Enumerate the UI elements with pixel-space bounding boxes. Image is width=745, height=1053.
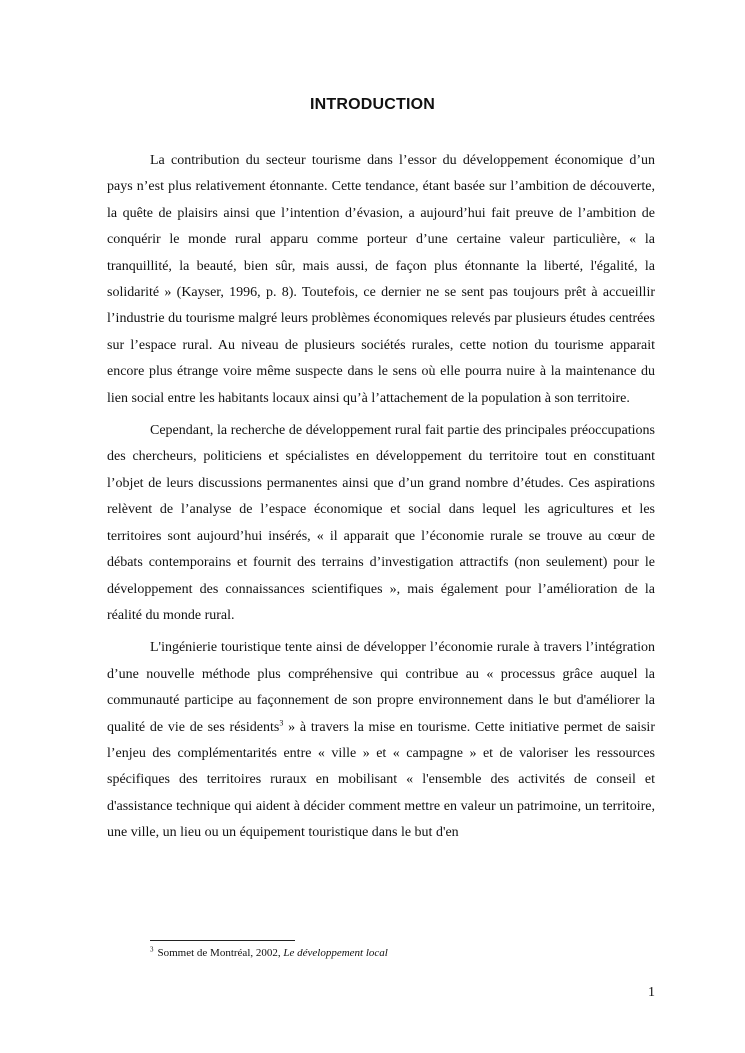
footnote-separator xyxy=(150,940,295,941)
footnote-number: 3 xyxy=(150,945,154,954)
paragraph-2: Cependant, la recherche de développement rural fait partie des principales préoccupations des chercheurs, politiciens et spécialistes en développement du territoire tout en constituant l’objet de leurs discussions permanentes ainsi que d’un grand nombre d’études. Ces aspirations relèvent de l’analyse de l’espace économique et social dans lequel les agricultures et les territoires sont aujourd’hui insérés, « il apparait que l’économie rurale se trouve au cœur de débats contemporains et fournit des terrains d’investigation attractifs (non seulement) pour le développement des connaissances scientifiques », mais également pour l’amélioration de la réalité du monde rural. xyxy=(107,423,655,623)
footnote xyxy=(150,947,388,959)
paragraph-3-text-after: » à travers la mise en tourisme. Cette initiative permet de saisir l’enjeu des complémentarités entre « ville » et « campagne » et de valoriser les ressources spécifiques des territoires ruraux en mobilisant « l'ensemble des activités de conseil et d'assistance technique qui aident à décider comment mettre en valeur un patrimoine, un territoire, une ville, un lieu ou un équipement touristique dans le but d'en xyxy=(107,719,655,841)
paragraph-3-text-before: L'ingénierie touristique tente ainsi de développer l’économie rurale à travers l’intégration d’une nouvelle méthode plus compréhensive qui contribue au « processus grâce auquel la communauté participe au façonnement de son propre environnement dans le but d'améliorer la qualité de vie de ses résidents xyxy=(107,640,655,735)
footnote-text: Sommet de Montréal, 2002, xyxy=(157,947,284,959)
body-text xyxy=(107,148,655,853)
page-title: INTRODUCTION xyxy=(309,96,436,113)
footnote-italic-title: Le développement local xyxy=(283,947,388,959)
footnote-reference: 3 xyxy=(279,717,284,727)
page-number: 1 xyxy=(648,985,655,1000)
paragraph-3 xyxy=(107,635,655,846)
paragraph-1: La contribution du secteur tourisme dans l’essor du développement économique d’un pays n’est plus relativement étonnante. Cette tendance, étant basée sur l’ambition de découverte, la quête de plaisirs ainsi que l’intention d’évasion, a aujourd’hui fait preuve de l’ambition de conquérir le monde rural apparu comme porteur d’une certaine valeur particulière, « la tranquillité, la beauté, bien sûr, mais aussi, de façon plus étonnante la liberté, l'égalité, la solidarité » (Kayser, 1996, p. 8). Toutefois, ce dernier ne se sent pas toujours prêt à accueillir l’industrie du tourisme malgré leurs problèmes économiques relevés par plusieurs études centrées sur l’espace rural. Au niveau de plusieurs sociétés rurales, cette notion du tourisme apparait encore plus étrange voire même suspecte dans le sens où elle pourra nuire à la maintenance du lien social entre les habitants locaux ainsi qu’à l’attachement de la population à son territoire. xyxy=(107,153,655,406)
